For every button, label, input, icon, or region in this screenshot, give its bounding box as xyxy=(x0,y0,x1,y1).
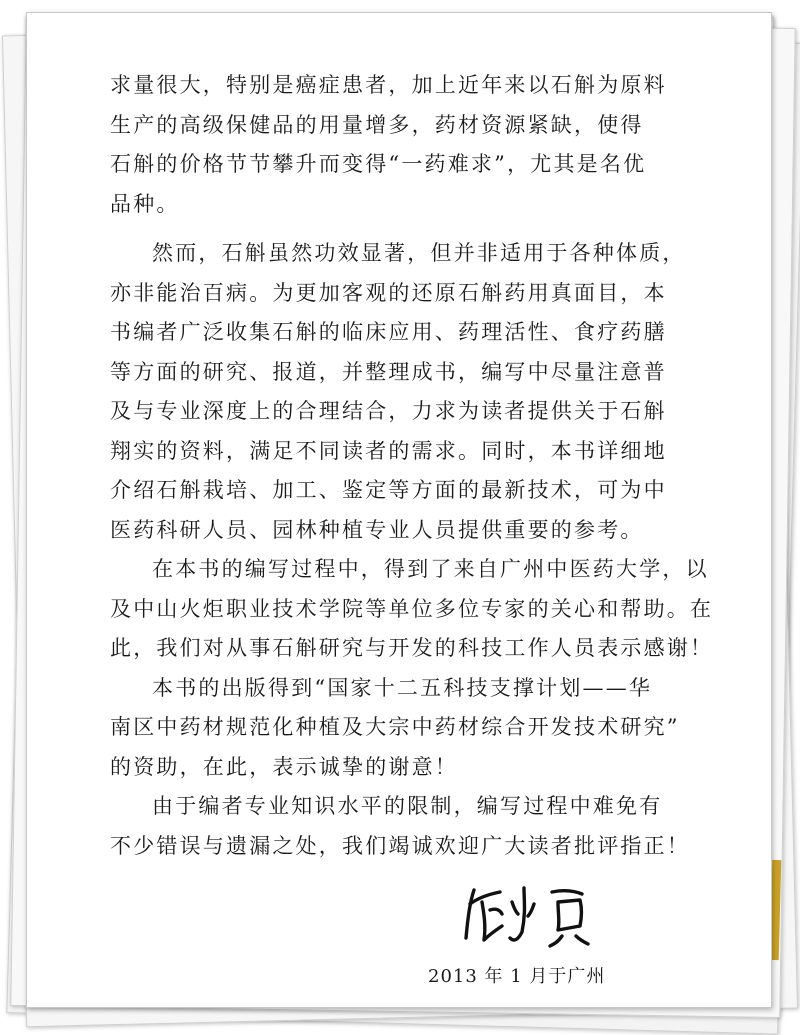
text-line: 介绍石斛栽培、加工、鉴定等方面的最新技术，可为中 xyxy=(110,478,667,502)
text-line: 石斛的价格节节攀升而变得“一药难求”，尤其是名优 xyxy=(110,152,647,176)
text-line: 生产的高级保健品的用量增多，药材资源紧缺，使得 xyxy=(110,112,644,137)
text-line: 的资助，在此，表示诚挚的谢意！ xyxy=(110,754,458,779)
text-line: 翔实的资料，满足不同读者的需求。同时，本书详细地 xyxy=(110,438,667,463)
text-line: 及与专业深度上的合理结合，力求为读者提供关于石斛 xyxy=(110,399,667,423)
text-line: 书编者广泛收集石斛的临床应用、药理活性、食疗药膳 xyxy=(110,320,667,344)
text-line: 亦非能治百病。为更加客观的还原石斛药用真面目，本 xyxy=(110,280,667,305)
text-line: 求量很大，特别是癌症患者，加上近年来以石斛为原料 xyxy=(110,73,667,97)
text-line: 等方面的研究、报道，并整理成书，编写中尽量注意普 xyxy=(110,359,667,384)
text-line: 品种。 xyxy=(110,191,180,216)
paragraph-start: 然而，石斛虽然功效显著，但并非适用于各种体质， xyxy=(152,241,686,265)
date-location: 2013 年 1 月于广州 xyxy=(428,966,606,987)
paragraph-start: 由于编者专业知识水平的限制，编写过程中难免有 xyxy=(152,794,663,818)
handwritten-signature xyxy=(460,880,600,950)
text-line: 不少错误与遗漏之处，我们竭诚欢迎广大读者批评指正！ xyxy=(110,833,690,858)
preface-body xyxy=(110,66,714,866)
text-line: 及中山火炬职业技术学院等单位多位专家的关心和帮助。在 xyxy=(110,596,714,621)
text-line: 南区中药材规范化种植及大宗中药材综合开发技术研究” xyxy=(110,715,680,739)
paragraph-start: 在本书的编写过程中，得到了来自广州中医药大学，以 xyxy=(152,557,709,581)
text-line: 医药科研人员、园林种植专业人员提供重要的参考。 xyxy=(110,517,644,542)
text-line: 此，我们对从事石斛研究与开发的科技工作人员表示感谢！ xyxy=(110,636,714,660)
paragraph-start: 本书的出版得到“国家十二五科技支撑计划——华 xyxy=(152,675,653,700)
